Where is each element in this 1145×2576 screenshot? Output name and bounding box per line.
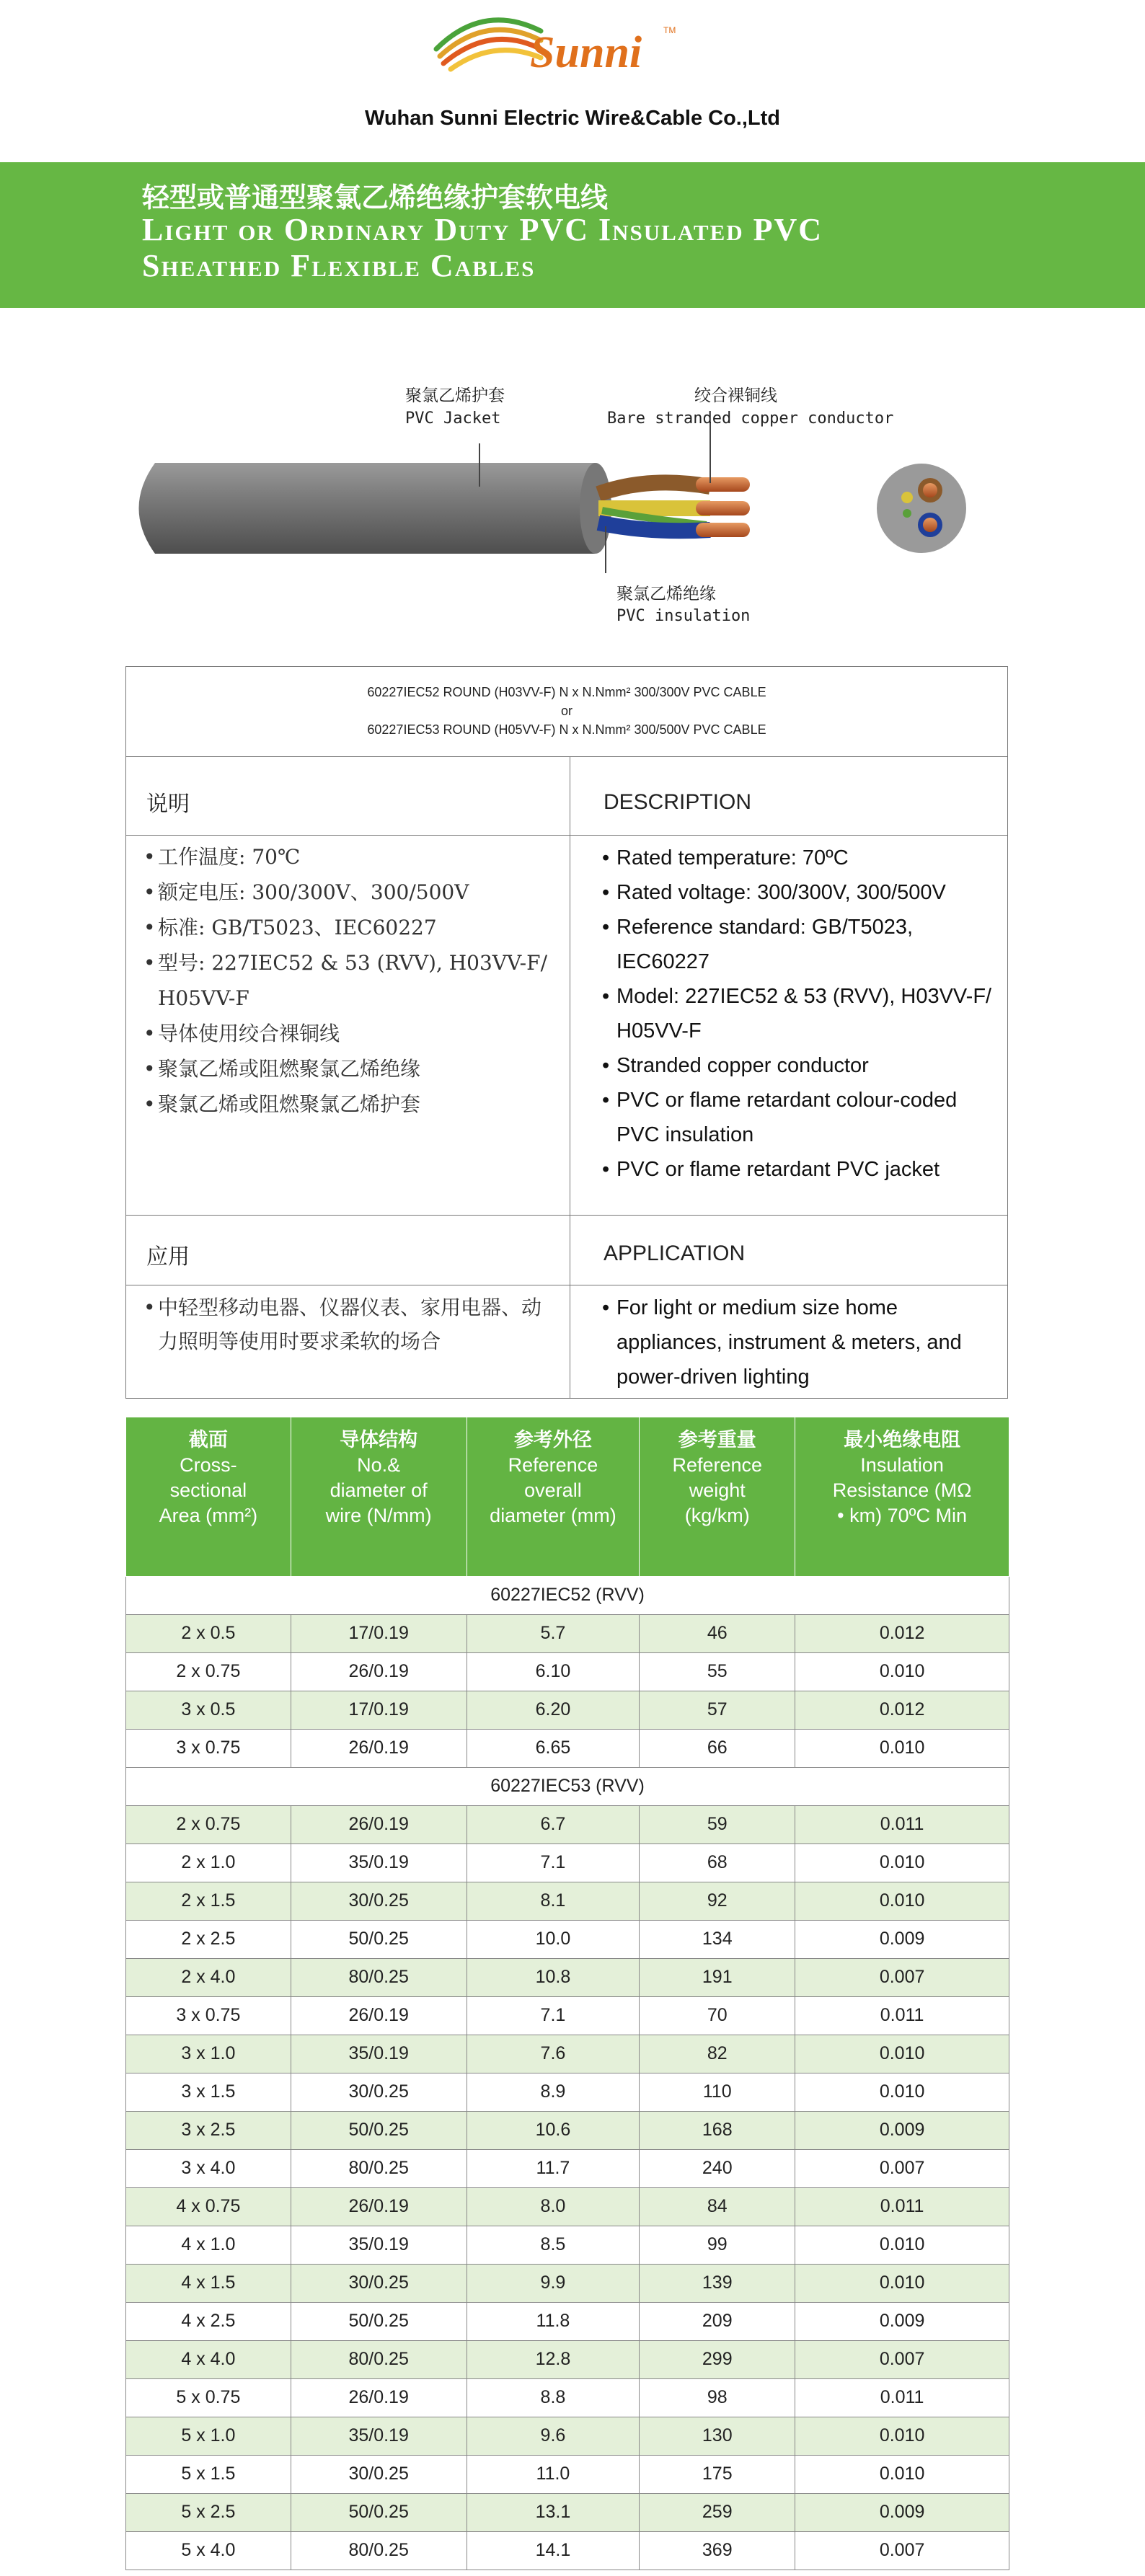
group-label: 60227IEC52 (RVV) — [126, 1576, 1009, 1614]
list-item: • PVC or flame retardant colour-coded PVC insulation — [602, 1083, 995, 1152]
table-row — [126, 2417, 1009, 2455]
table-cell: 3 x 4.0 — [126, 2149, 291, 2187]
description-list-en — [602, 841, 995, 1187]
table-cell: 0.007 — [795, 2149, 1009, 2187]
table-row — [126, 1805, 1009, 1844]
table-row — [126, 2035, 1009, 2073]
table-cell: 0.009 — [795, 2111, 1009, 2149]
jacket-label-cn: 聚氯乙烯护套 — [405, 386, 505, 405]
table-cell: 2 x 0.5 — [126, 1614, 291, 1652]
spec-table — [125, 1417, 1009, 2570]
list-item: • Rated voltage: 300/300V, 300/500V — [602, 875, 995, 910]
table-row — [126, 2111, 1009, 2149]
table-cell: 240 — [640, 2149, 795, 2187]
header-resistance: 最小绝缘电阻 Insulation Resistance (MΩ • km) 70ºC Min — [795, 1417, 1009, 1576]
table-cell: 2 x 2.5 — [126, 1920, 291, 1958]
table-cell: 8.5 — [467, 2226, 640, 2264]
table-cell: 175 — [640, 2455, 795, 2493]
cable-illustration — [0, 353, 1145, 642]
application-list-en — [602, 1291, 977, 1394]
table-row — [126, 1882, 1009, 1920]
application-section — [125, 1216, 1008, 1399]
table-cell: 35/0.19 — [291, 2226, 467, 2264]
table-cell: 10.6 — [467, 2111, 640, 2149]
header-weight: 参考重量 Reference weight (kg/km) — [640, 1417, 795, 1576]
header — [0, 0, 1145, 162]
table-cell: 11.7 — [467, 2149, 640, 2187]
table-cell: 0.010 — [795, 2455, 1009, 2493]
header-diameter: 参考外径 Reference overall diameter (mm) — [467, 1417, 640, 1576]
table-cell: 50/0.25 — [291, 2111, 467, 2149]
table-cell: 80/0.25 — [291, 2531, 467, 2570]
table-row — [126, 1614, 1009, 1652]
table-cell: 130 — [640, 2417, 795, 2455]
list-item: • 中轻型移动电器、仪器仪表、家用电器、动力照明等使用时要求柔软的场合 — [143, 1291, 554, 1358]
table-cell: 84 — [640, 2187, 795, 2226]
application-heading-cn: 应用 — [146, 1244, 190, 1270]
table-cell: 139 — [640, 2264, 795, 2302]
table-cell: 8.8 — [467, 2378, 640, 2417]
table-cell: 4 x 2.5 — [126, 2302, 291, 2340]
table-cell: 8.0 — [467, 2187, 640, 2226]
description-heading-cn: 说明 — [146, 792, 190, 817]
table-cell: 8.9 — [467, 2073, 640, 2111]
table-row — [126, 1844, 1009, 1882]
table-cell: 82 — [640, 2035, 795, 2073]
list-item: • 聚氯乙烯或阻燃聚氯乙烯护套 — [143, 1086, 562, 1122]
application-en-column — [570, 1216, 1007, 1399]
table-cell: 0.010 — [795, 2417, 1009, 2455]
table-cell: 10.8 — [467, 1958, 640, 1996]
table-cell: 7.1 — [467, 1844, 640, 1882]
table-cell: 14.1 — [467, 2531, 640, 2570]
table-row — [126, 1920, 1009, 1958]
table-cell: 35/0.19 — [291, 2417, 467, 2455]
table-cell: 8.1 — [467, 1882, 640, 1920]
description-en-column — [570, 757, 1007, 1216]
table-row — [126, 2149, 1009, 2187]
list-item: • Rated temperature: 70ºC — [602, 841, 995, 875]
table-cell: 0.011 — [795, 1805, 1009, 1844]
table-cell: 68 — [640, 1844, 795, 1882]
table-row — [126, 2455, 1009, 2493]
cable-type-line2: 60227IEC53 ROUND (H05VV-F) N x N.Nmm² 300/500V PVC CABLE — [367, 722, 766, 737]
table-cell: 46 — [640, 1614, 795, 1652]
table-cell: 4 x 0.75 — [126, 2187, 291, 2226]
table-row — [126, 1729, 1009, 1767]
table-cell: 30/0.25 — [291, 2264, 467, 2302]
table-cell: 6.10 — [467, 1652, 640, 1691]
table-cell: 0.010 — [795, 2264, 1009, 2302]
table-cell: 110 — [640, 2073, 795, 2111]
group-row — [126, 1767, 1009, 1805]
table-cell: 259 — [640, 2493, 795, 2531]
table-row — [126, 1996, 1009, 2035]
insulation-label-cn: 聚氯乙烯绝缘 — [616, 585, 716, 603]
title-en-line1: Light or Ordinary Duty PVC Insulated PVC — [142, 212, 823, 247]
table-row — [126, 2226, 1009, 2264]
table-cell: 168 — [640, 2111, 795, 2149]
table-cell: 0.010 — [795, 2073, 1009, 2111]
company-name: Wuhan Sunni Electric Wire&Cable Co.,Ltd — [364, 107, 781, 130]
table-cell: 0.007 — [795, 2531, 1009, 2570]
table-cell: 2 x 1.5 — [126, 1882, 291, 1920]
list-item: • Stranded copper conductor — [602, 1048, 995, 1083]
table-cell: 26/0.19 — [291, 1652, 467, 1691]
table-cell: 5 x 1.5 — [126, 2455, 291, 2493]
table-row — [126, 1691, 1009, 1729]
application-cn-column — [126, 1216, 570, 1399]
table-cell: 191 — [640, 1958, 795, 1996]
table-cell: 134 — [640, 1920, 795, 1958]
table-cell: 30/0.25 — [291, 1882, 467, 1920]
table-cell: 2 x 1.0 — [126, 1844, 291, 1882]
table-cell: 0.007 — [795, 2340, 1009, 2378]
list-item: • 工作温度: 70℃ — [143, 839, 562, 875]
table-cell: 0.011 — [795, 2378, 1009, 2417]
table-cell: 57 — [640, 1691, 795, 1729]
table-cell: 6.7 — [467, 1805, 640, 1844]
table-cell: 11.8 — [467, 2302, 640, 2340]
table-cell: 9.6 — [467, 2417, 640, 2455]
description-heading-en: DESCRIPTION — [604, 790, 752, 814]
table-cell: 50/0.25 — [291, 2493, 467, 2531]
table-cell: 4 x 1.0 — [126, 2226, 291, 2264]
application-heading-en: APPLICATION — [604, 1241, 746, 1265]
table-cell: 9.9 — [467, 2264, 640, 2302]
table-row — [126, 2378, 1009, 2417]
table-cell: 369 — [640, 2531, 795, 2570]
cable-type-or: or — [560, 704, 572, 718]
table-cell: 0.009 — [795, 2302, 1009, 2340]
title-cn: 轻型或普通型聚氯乙烯绝缘护套软电线 — [142, 182, 609, 213]
table-cell: 30/0.25 — [291, 2455, 467, 2493]
sunni-logo — [433, 6, 707, 92]
cable-type-box — [125, 666, 1008, 757]
table-cell: 26/0.19 — [291, 1996, 467, 2035]
table-cell: 0.011 — [795, 2187, 1009, 2226]
table-cell: 0.009 — [795, 2493, 1009, 2531]
list-item: • 聚氯乙烯或阻燃聚氯乙烯绝缘 — [143, 1051, 562, 1086]
table-cell: 4 x 1.5 — [126, 2264, 291, 2302]
table-cell: 50/0.25 — [291, 2302, 467, 2340]
table-row — [126, 2264, 1009, 2302]
list-item: • Model: 227IEC52 & 53 (RVV), H03VV-F/ H05VV-F — [602, 979, 995, 1048]
table-cell: 6.20 — [467, 1691, 640, 1729]
table-cell: 0.010 — [795, 2035, 1009, 2073]
conductor-label-cn: 绞合裸铜线 — [694, 386, 777, 405]
table-cell: 6.65 — [467, 1729, 640, 1767]
table-cell: 80/0.25 — [291, 2340, 467, 2378]
group-row — [126, 1576, 1009, 1614]
header-area: 截面 Cross-sectional Area (mm²) — [126, 1417, 291, 1576]
table-cell: 3 x 0.75 — [126, 1996, 291, 2035]
table-cell: 3 x 1.5 — [126, 2073, 291, 2111]
table-cell: 50/0.25 — [291, 1920, 467, 1958]
conductor-label-en: Bare stranded copper conductor — [607, 410, 894, 428]
table-cell: 0.010 — [795, 1882, 1009, 1920]
table-cell: 17/0.19 — [291, 1691, 467, 1729]
table-cell: 0.010 — [795, 1844, 1009, 1882]
table-row — [126, 2187, 1009, 2226]
table-row — [126, 2493, 1009, 2531]
table-cell: 0.009 — [795, 1920, 1009, 1958]
table-cell: 5 x 0.75 — [126, 2378, 291, 2417]
table-cell: 92 — [640, 1882, 795, 1920]
list-item: • 标准: GB/T5023、IEC60227 — [143, 910, 562, 945]
list-item: • For light or medium size home appliances, instrument & meters, and power-driven lighting — [602, 1291, 977, 1394]
table-cell: 0.010 — [795, 2226, 1009, 2264]
table-cell: 2 x 0.75 — [126, 1805, 291, 1844]
list-item: • 型号: 227IEC52 & 53 (RVV), H03VV-F/ H05VV-F — [143, 945, 562, 1016]
list-item: • 额定电压: 300/300V、300/500V — [143, 875, 562, 910]
table-header-row — [126, 1417, 1009, 1576]
table-cell: 59 — [640, 1805, 795, 1844]
description-section — [125, 757, 1008, 1216]
table-cell: 3 x 0.5 — [126, 1691, 291, 1729]
table-cell: 12.8 — [467, 2340, 640, 2378]
table-cell: 5 x 4.0 — [126, 2531, 291, 2570]
table-cell: 5.7 — [467, 1614, 640, 1652]
table-cell: 26/0.19 — [291, 2378, 467, 2417]
table-row — [126, 2302, 1009, 2340]
table-cell: 5 x 2.5 — [126, 2493, 291, 2531]
table-cell: 3 x 2.5 — [126, 2111, 291, 2149]
table-cell: 35/0.19 — [291, 1844, 467, 1882]
jacket-label-en: PVC Jacket — [405, 410, 501, 428]
table-cell: 299 — [640, 2340, 795, 2378]
table-row — [126, 1958, 1009, 1996]
list-item: • Reference standard: GB/T5023, IEC60227 — [602, 910, 995, 979]
table-cell: 98 — [640, 2378, 795, 2417]
table-cell: 0.010 — [795, 1729, 1009, 1767]
table-cell: 2 x 0.75 — [126, 1652, 291, 1691]
spec-table-body — [126, 1576, 1009, 2570]
table-cell: 80/0.25 — [291, 1958, 467, 1996]
table-cell: 209 — [640, 2302, 795, 2340]
cable-diagram — [0, 353, 1145, 642]
table-cell: 2 x 4.0 — [126, 1958, 291, 1996]
table-cell: 0.010 — [795, 1652, 1009, 1691]
table-cell: 5 x 1.0 — [126, 2417, 291, 2455]
table-cell: 10.0 — [467, 1920, 640, 1958]
table-cell: 26/0.19 — [291, 2187, 467, 2226]
table-cell: 3 x 0.75 — [126, 1729, 291, 1767]
table-row — [126, 2531, 1009, 2570]
table-cell: 4 x 4.0 — [126, 2340, 291, 2378]
list-item: • PVC or flame retardant PVC jacket — [602, 1152, 995, 1187]
table-cell: 7.1 — [467, 1996, 640, 2035]
table-cell: 99 — [640, 2226, 795, 2264]
title-banner — [0, 162, 1145, 308]
table-cell: 0.012 — [795, 1691, 1009, 1729]
table-cell: 35/0.19 — [291, 2035, 467, 2073]
table-cell: 30/0.25 — [291, 2073, 467, 2111]
description-cn-column — [126, 757, 570, 1216]
table-row — [126, 1652, 1009, 1691]
table-row — [126, 2340, 1009, 2378]
table-cell: 3 x 1.0 — [126, 2035, 291, 2073]
table-row — [126, 2073, 1009, 2111]
table-cell: 66 — [640, 1729, 795, 1767]
table-cell: 13.1 — [467, 2493, 640, 2531]
table-cell: 26/0.19 — [291, 1805, 467, 1844]
description-list-cn — [143, 839, 562, 1122]
application-list-cn — [143, 1291, 554, 1358]
cable-type-line1: 60227IEC52 ROUND (H03VV-F) N x N.Nmm² 300/300V PVC CABLE — [367, 685, 766, 699]
title-en-line2: Sheathed Flexible Cables — [142, 248, 536, 283]
table-cell: 17/0.19 — [291, 1614, 467, 1652]
table-cell: 0.012 — [795, 1614, 1009, 1652]
table-cell: 80/0.25 — [291, 2149, 467, 2187]
header-structure: 导体结构 No.& diameter of wire (N/mm) — [291, 1417, 467, 1576]
svg-text:TM: TM — [663, 25, 676, 35]
list-item: • 导体使用绞合裸铜线 — [143, 1016, 562, 1051]
insulation-label-en: PVC insulation — [616, 607, 751, 625]
table-cell: 70 — [640, 1996, 795, 2035]
table-cell: 26/0.19 — [291, 1729, 467, 1767]
table-cell: 0.007 — [795, 1958, 1009, 1996]
svg-text:Sunni: Sunni — [530, 28, 642, 77]
table-cell: 7.6 — [467, 2035, 640, 2073]
group-label: 60227IEC53 (RVV) — [126, 1767, 1009, 1805]
table-cell: 0.011 — [795, 1996, 1009, 2035]
table-cell: 55 — [640, 1652, 795, 1691]
table-cell: 11.0 — [467, 2455, 640, 2493]
